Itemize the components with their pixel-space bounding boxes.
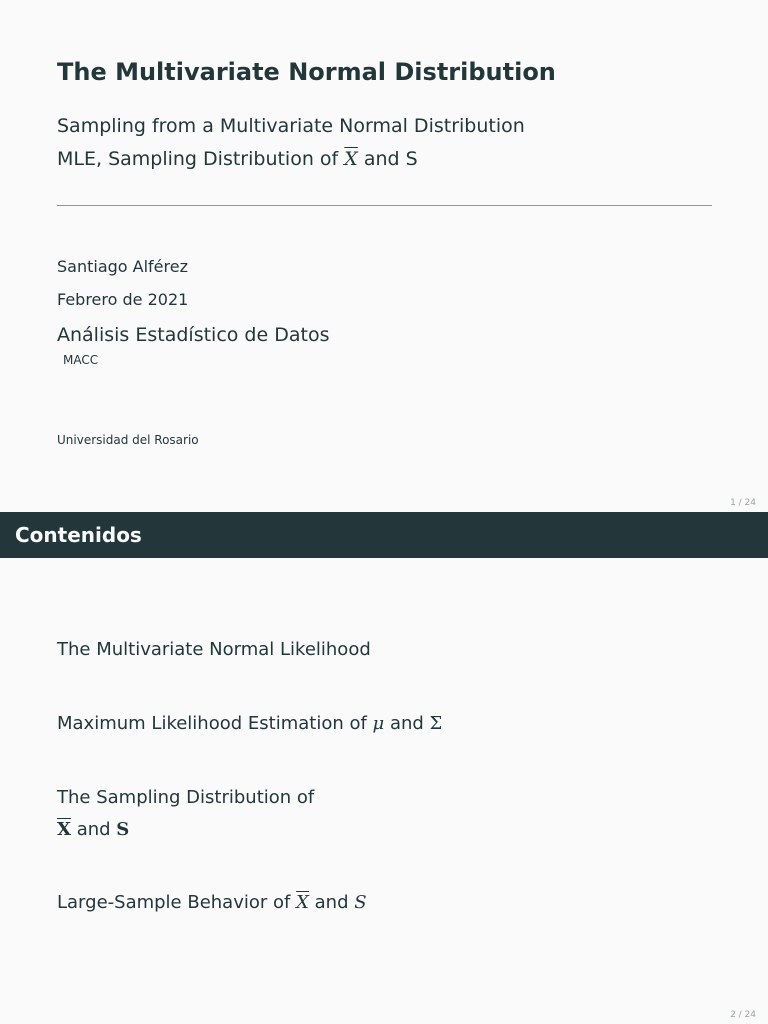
- toc-item-label: The Multivariate Normal Likelihood: [57, 639, 371, 660]
- subtitle-line-2-suffix: and S: [357, 148, 418, 170]
- institution: Universidad del Rosario: [57, 433, 199, 447]
- frame-title: Contenidos: [15, 523, 142, 547]
- toc-item-mle[interactable]: [57, 708, 442, 740]
- date: Febrero de 2021: [57, 290, 189, 309]
- presentation-title: The Multivariate Normal Distribution: [57, 58, 556, 86]
- course-code: MACC: [63, 353, 99, 367]
- contents-slide: [0, 512, 768, 1024]
- mu-symbol: μ: [372, 713, 385, 734]
- subtitle-line-2: [57, 143, 525, 176]
- s-symbol: S: [354, 892, 367, 913]
- toc-item-label: and: [308, 892, 355, 913]
- subtitle-line-2-prefix: MLE, Sampling Distribution of: [57, 148, 345, 170]
- author: Santiago Alférez: [57, 257, 188, 276]
- sigma-symbol: Σ: [429, 713, 443, 734]
- toc-item-likelihood[interactable]: [57, 634, 371, 666]
- x-bar-bold-symbol: $\overline{X}$: [57, 819, 71, 840]
- toc-item-label: Large-Sample Behavior of: [57, 892, 297, 913]
- course-title: Análisis Estadístico de Datos: [57, 324, 330, 346]
- page-number: 2 / 24: [730, 1010, 756, 1020]
- presentation-subtitle: [57, 110, 525, 176]
- title-divider: [57, 205, 712, 206]
- toc-item-label-line-2: [57, 814, 314, 846]
- toc-item-label: The Sampling Distribution of: [57, 787, 315, 808]
- x-bar-symbol: $\overline{X}$: [344, 148, 358, 170]
- subtitle-line-1: Sampling from a Multivariate Normal Distribution: [57, 115, 525, 137]
- page-number: 1 / 24: [730, 498, 756, 508]
- toc-item-sampling-distribution[interactable]: [57, 782, 314, 846]
- frame-title-bar: [0, 512, 768, 558]
- x-bar-symbol: $\overline{X}$: [296, 892, 309, 913]
- s-bold-symbol: S: [116, 819, 130, 840]
- toc-item-label: and: [384, 713, 430, 734]
- toc-item-label: Maximum Likelihood Estimation of: [57, 713, 373, 734]
- toc-item-large-sample[interactable]: [57, 887, 367, 919]
- toc-item-label: and: [70, 819, 117, 840]
